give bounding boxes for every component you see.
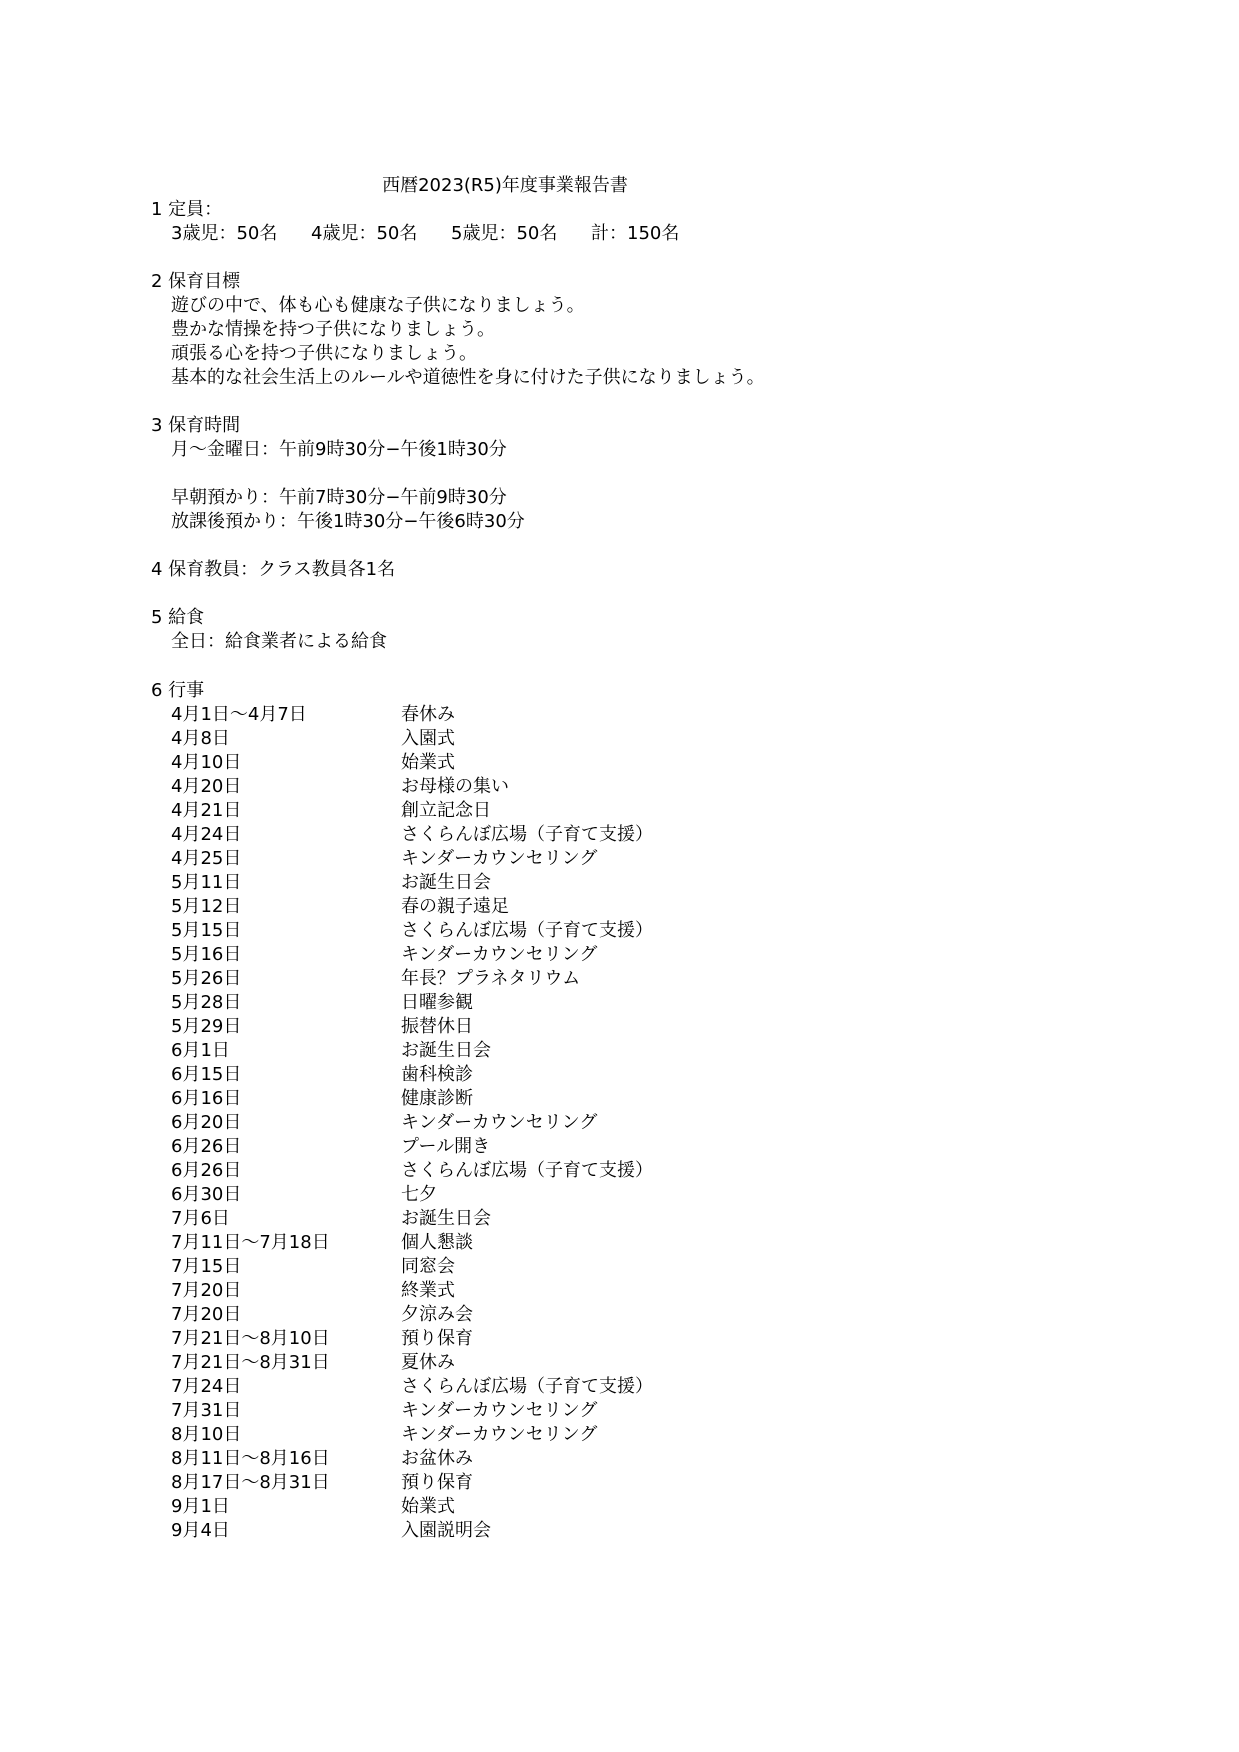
events-list <box>171 703 653 1543</box>
event-name: 始業式 <box>401 1496 455 1517</box>
event-name: 夕涼み会 <box>401 1304 473 1325</box>
event-name: さくらんぼ広場（子育て支援） <box>401 824 653 845</box>
event-row <box>171 1015 653 1039</box>
event-row <box>171 967 653 991</box>
event-row <box>171 1255 653 1279</box>
event-row <box>171 1303 653 1327</box>
event-row <box>171 703 653 727</box>
capacity-row <box>171 222 679 246</box>
goals-heading: 2 保育目標 <box>151 271 241 292</box>
event-name: お母様の集い <box>401 776 509 797</box>
event-date: 6月16日 <box>171 1088 242 1109</box>
event-row <box>171 919 653 943</box>
event-row <box>171 1183 653 1207</box>
event-date: 8月11日～8月16日 <box>171 1448 330 1469</box>
document-title: 西暦2023(R5)年度事業報告書 <box>382 175 628 196</box>
event-row <box>171 823 653 847</box>
event-row <box>171 1471 653 1495</box>
event-date: 4月10日 <box>171 752 242 773</box>
event-name: 夏休み <box>401 1352 455 1373</box>
event-row <box>171 991 653 1015</box>
event-name: さくらんぼ広場（子育て支援） <box>401 1160 653 1181</box>
event-date: 7月20日 <box>171 1304 242 1325</box>
event-date: 5月28日 <box>171 992 242 1013</box>
event-name: お誕生日会 <box>401 1208 491 1229</box>
goal-line: 頑張る心を持つ子供になりましょう。 <box>171 343 477 364</box>
event-date: 7月24日 <box>171 1376 242 1397</box>
event-row <box>171 1207 653 1231</box>
event-row <box>171 1039 653 1063</box>
event-row <box>171 1111 653 1135</box>
hours-weekday: 月～金曜日：午前9時30分−午後1時30分 <box>171 439 507 460</box>
event-date: 6月26日 <box>171 1136 242 1157</box>
event-date: 4月24日 <box>171 824 242 845</box>
event-name: 日曜参観 <box>401 992 473 1013</box>
event-name: 春の親子遠足 <box>401 896 509 917</box>
goal-line: 豊かな情操を持つ子供になりましょう。 <box>171 319 495 340</box>
event-name: キンダーカウンセリング <box>401 1424 598 1445</box>
event-date: 6月30日 <box>171 1184 242 1205</box>
event-name: 年長？プラネタリウム <box>401 968 581 989</box>
event-date: 5月26日 <box>171 968 242 989</box>
event-name: 健康診断 <box>401 1088 473 1109</box>
event-name: 預り保育 <box>401 1328 473 1349</box>
event-row <box>171 1159 653 1183</box>
event-date: 6月20日 <box>171 1112 242 1133</box>
event-date: 4月21日 <box>171 800 242 821</box>
lunch-heading: 5 給食 <box>151 607 205 628</box>
event-date: 9月1日 <box>171 1496 230 1517</box>
event-name: 振替休日 <box>401 1016 473 1037</box>
goal-line: 基本的な社会生活上のルールや道徳性を身に付けた子供になりましょう。 <box>171 367 765 388</box>
teachers-heading: 4 保育教員：クラス教員各1名 <box>151 559 396 580</box>
event-date: 4月25日 <box>171 848 242 869</box>
event-row <box>171 1375 653 1399</box>
event-name: お誕生日会 <box>401 1040 491 1061</box>
event-row <box>171 1279 653 1303</box>
event-row <box>171 1087 653 1111</box>
event-name: 終業式 <box>401 1280 455 1301</box>
event-name: 歯科検診 <box>401 1064 473 1085</box>
event-name: 春休み <box>401 704 455 725</box>
event-name: 創立記念日 <box>401 800 491 821</box>
event-row <box>171 1231 653 1255</box>
event-row <box>171 1447 653 1471</box>
event-date: 5月15日 <box>171 920 242 941</box>
event-date: 7月20日 <box>171 1280 242 1301</box>
event-date: 8月10日 <box>171 1424 242 1445</box>
event-date: 6月1日 <box>171 1040 230 1061</box>
event-row <box>171 1519 653 1543</box>
event-name: 始業式 <box>401 752 455 773</box>
event-date: 4月20日 <box>171 776 242 797</box>
event-row <box>171 775 653 799</box>
event-name: 同窓会 <box>401 1256 455 1277</box>
lunch-line: 全日：給食業者による給食 <box>171 631 387 652</box>
event-name: キンダーカウンセリング <box>401 1400 598 1421</box>
event-name: お誕生日会 <box>401 872 491 893</box>
event-date: 7月11日～7月18日 <box>171 1232 330 1253</box>
event-date: 7月21日～8月10日 <box>171 1328 330 1349</box>
event-row <box>171 799 653 823</box>
capacity-age4: 4歳児：50名 <box>311 223 418 244</box>
event-row <box>171 1135 653 1159</box>
event-date: 8月17日～8月31日 <box>171 1472 330 1493</box>
hours-heading: 3 保育時間 <box>151 415 241 436</box>
event-name: プール開き <box>401 1136 491 1157</box>
event-row <box>171 751 653 775</box>
event-date: 5月16日 <box>171 944 242 965</box>
capacity-heading: 1 定員： <box>151 199 223 220</box>
event-name: 個人懇談 <box>401 1232 473 1253</box>
event-date: 7月15日 <box>171 1256 242 1277</box>
event-row <box>171 1399 653 1423</box>
event-row <box>171 1351 653 1375</box>
event-row <box>171 895 653 919</box>
events-heading: 6 行事 <box>151 680 205 701</box>
event-row <box>171 1495 653 1519</box>
event-date: 7月21日～8月31日 <box>171 1352 330 1373</box>
event-date: 7月6日 <box>171 1208 230 1229</box>
capacity-total: 計：150名 <box>591 223 680 244</box>
event-date: 6月15日 <box>171 1064 242 1085</box>
event-date: 4月1日～4月7日 <box>171 704 307 725</box>
event-date: 5月11日 <box>171 872 242 893</box>
event-row <box>171 871 653 895</box>
goal-line: 遊びの中で、体も心も健康な子供になりましょう。 <box>171 295 585 316</box>
event-row <box>171 1063 653 1087</box>
event-date: 5月29日 <box>171 1016 242 1037</box>
event-name: キンダーカウンセリング <box>401 1112 598 1133</box>
event-date: 6月26日 <box>171 1160 242 1181</box>
event-name: さくらんぼ広場（子育て支援） <box>401 920 653 941</box>
event-name: 七夕 <box>401 1184 437 1205</box>
hours-after: 放課後預かり：午後1時30分−午後6時30分 <box>171 511 525 532</box>
event-row <box>171 1423 653 1447</box>
event-date: 7月31日 <box>171 1400 242 1421</box>
event-name: キンダーカウンセリング <box>401 848 598 869</box>
event-row <box>171 847 653 871</box>
capacity-age3: 3歳児：50名 <box>171 223 278 244</box>
event-row <box>171 727 653 751</box>
event-row <box>171 943 653 967</box>
event-name: 入園式 <box>401 728 455 749</box>
hours-early: 早朝預かり：午前7時30分−午前9時30分 <box>171 487 507 508</box>
event-date: 4月8日 <box>171 728 230 749</box>
event-date: 5月12日 <box>171 896 242 917</box>
event-row <box>171 1327 653 1351</box>
event-name: キンダーカウンセリング <box>401 944 598 965</box>
event-date: 9月4日 <box>171 1520 230 1541</box>
capacity-age5: 5歳児：50名 <box>451 223 558 244</box>
event-name: 預り保育 <box>401 1472 473 1493</box>
event-name: さくらんぼ広場（子育て支援） <box>401 1376 653 1397</box>
event-name: お盆休み <box>401 1448 473 1469</box>
event-name: 入園説明会 <box>401 1520 491 1541</box>
